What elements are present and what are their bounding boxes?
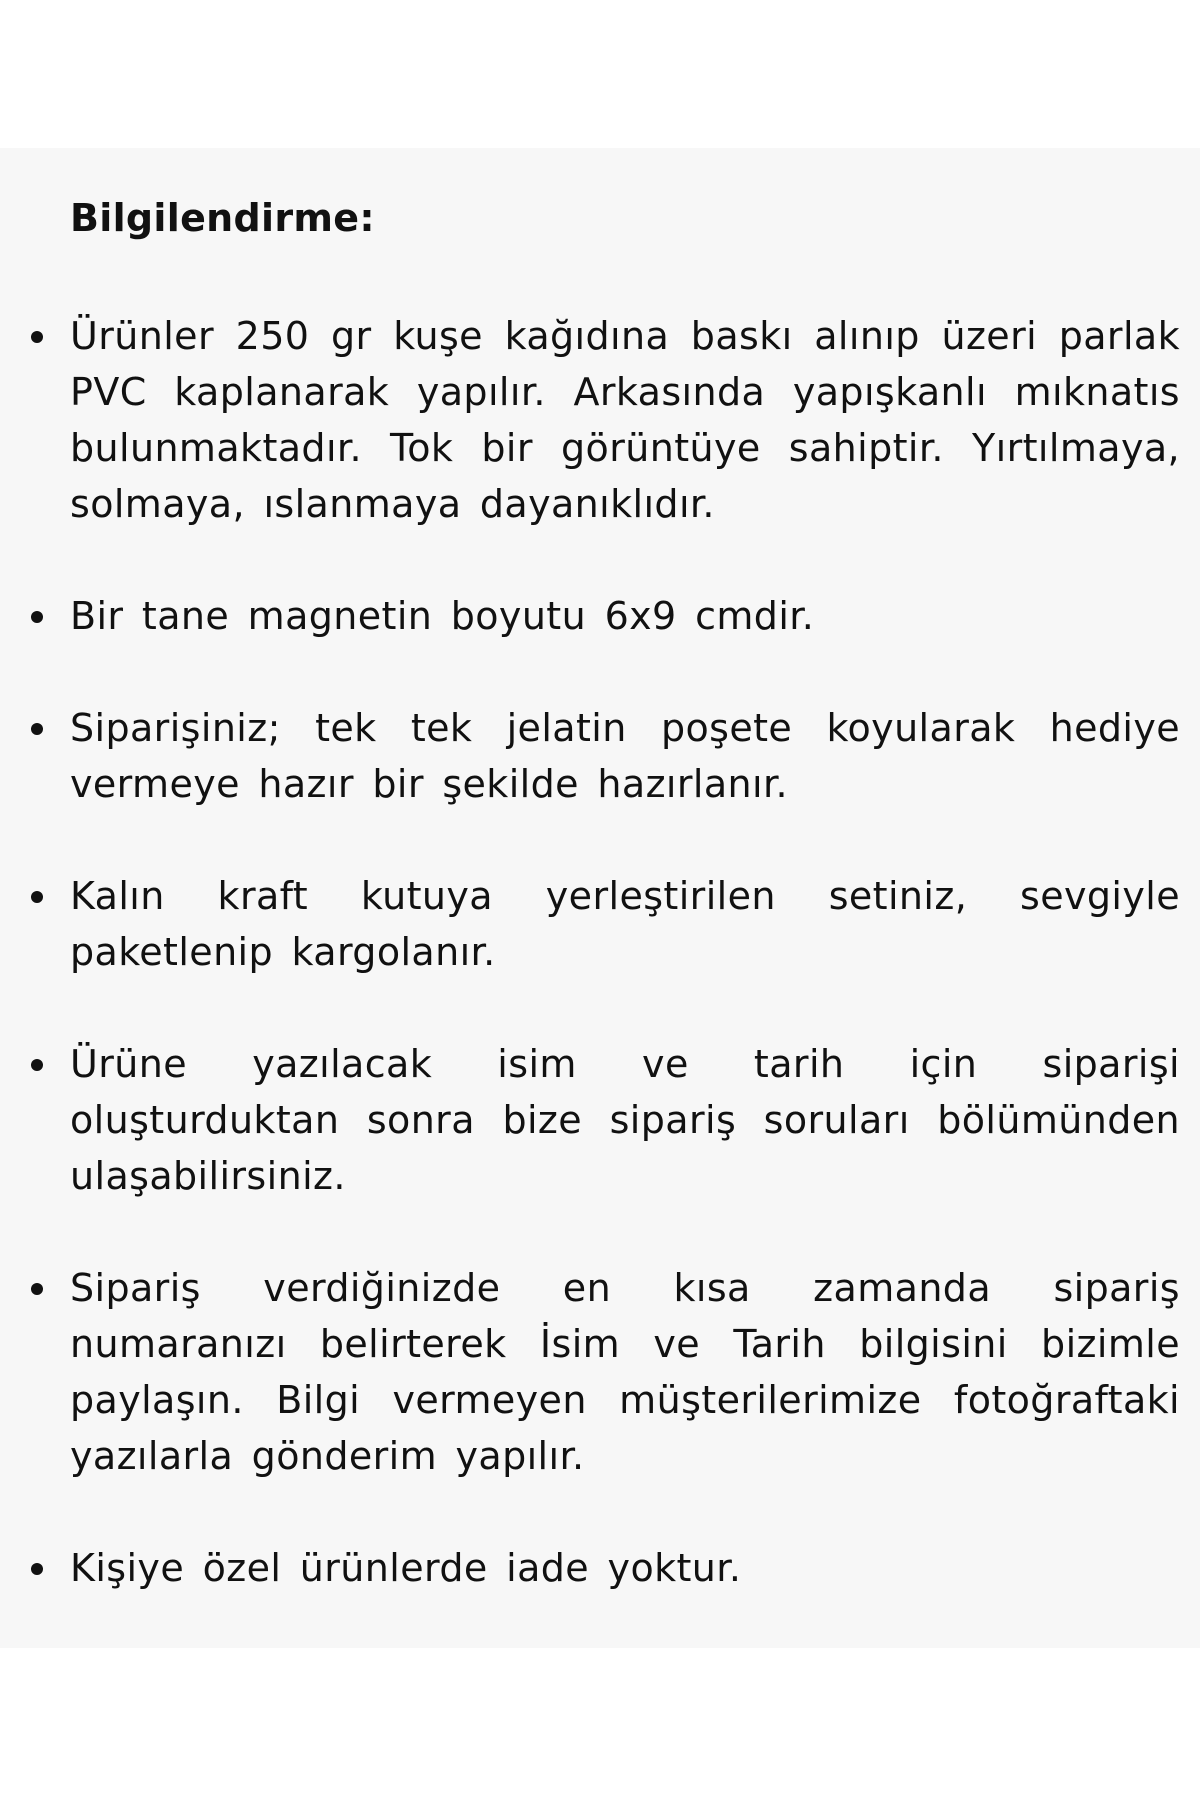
info-panel <box>0 148 1200 1648</box>
bullet-icon <box>31 611 43 623</box>
list-item <box>70 700 1180 812</box>
info-heading: Bilgilendirme: <box>70 196 375 240</box>
list-item-text: Kalın kraft kutuya yerleştirilen setiniz, sevgiyle paketlenip kargolanır. <box>70 874 1180 974</box>
bullet-icon <box>31 1563 43 1575</box>
bullet-icon <box>31 1283 43 1295</box>
list-item-text: Siparişiniz; tek tek jelatin poşete koyularak hediye vermeye hazır bir şekilde hazırlanır. <box>70 706 1180 806</box>
list-item <box>70 588 1180 644</box>
info-list <box>70 308 1180 1652</box>
list-item <box>70 868 1180 980</box>
list-item-text: Bir tane magnetin boyutu 6x9 cmdir. <box>70 594 815 638</box>
list-item-text: Ürüne yazılacak isim ve tarih için siparişi oluşturduktan sonra bize sipariş soruları bölümünden ulaşabilirsiniz. <box>70 1042 1180 1198</box>
list-item-text: Ürünler 250 gr kuşe kağıdına baskı alınıp üzeri parlak PVC kaplanarak yapılır. Arkasında yapışkanlı mıknatıs bulunmaktadır. Tok bir görüntüye sahiptir. Yırtılmaya, solmaya, ıslanmaya dayanıklıdır. <box>70 314 1180 526</box>
bullet-icon <box>31 331 43 343</box>
list-item <box>70 308 1180 532</box>
bullet-icon <box>31 723 43 735</box>
list-item <box>70 1036 1180 1204</box>
bullet-icon <box>31 891 43 903</box>
list-item <box>70 1260 1180 1484</box>
list-item <box>70 1540 1180 1596</box>
bullet-icon <box>31 1059 43 1071</box>
list-item-text: Kişiye özel ürünlerde iade yoktur. <box>70 1546 742 1590</box>
list-item-text: Sipariş verdiğinizde en kısa zamanda sipariş numaranızı belirterek İsim ve Tarih bilgisini bizimle paylaşın. Bilgi vermeyen müşterilerimize fotoğraftaki yazılarla gönderim yapılır. <box>70 1266 1180 1478</box>
